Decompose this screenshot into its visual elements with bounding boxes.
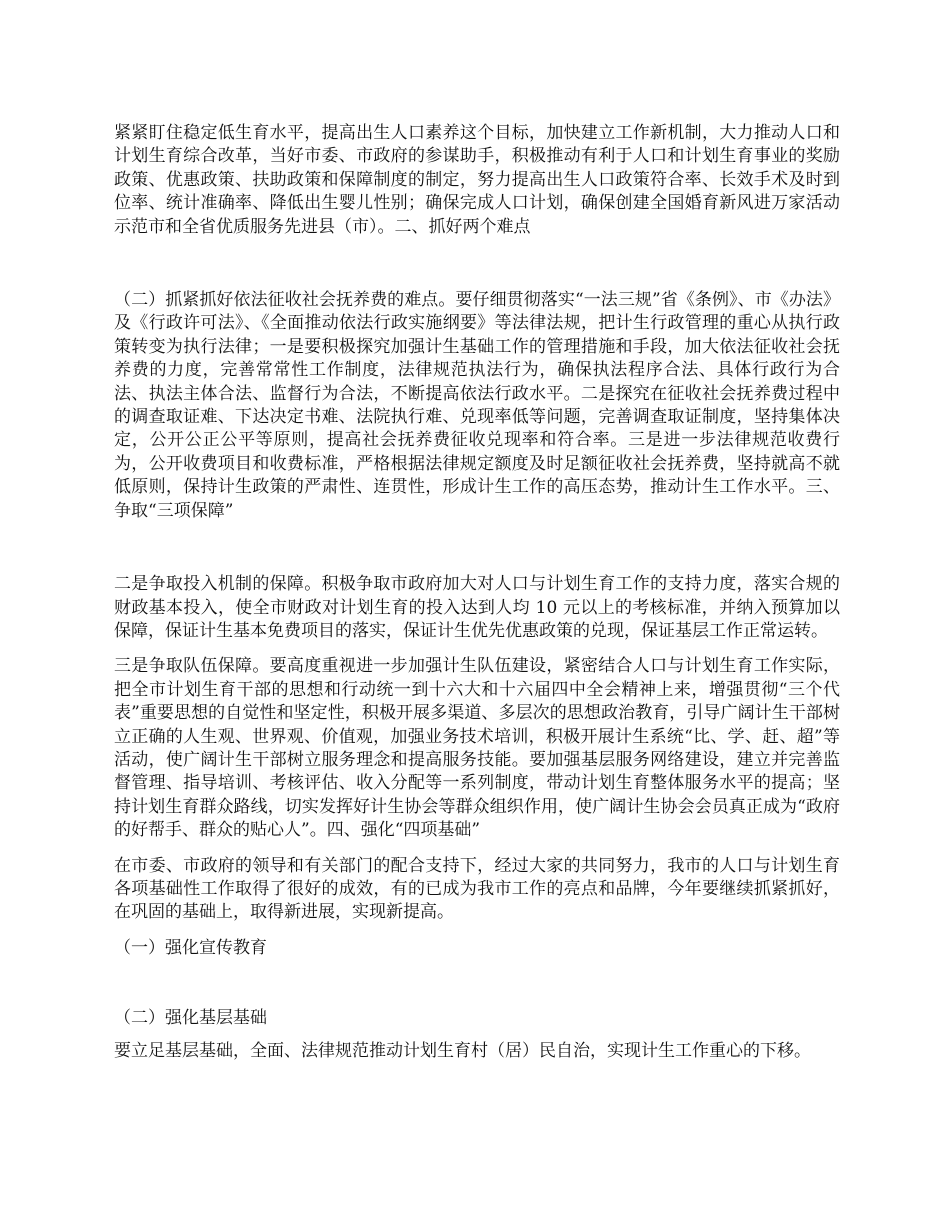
- section-gap: [114, 239, 840, 289]
- paragraph-social-fee: （二）抓紧抓好依法征收社会抚养费的难点。要仔细贯彻落实“一法三规”省《条例》、市《办法》及《行政许可法》、《全面推动依法行政实施纲要》等法律法规，把计生行政管理的重心从执行政策转变为执行法律；一是要积极探究加强计生基础工作的管理措施和手段，加大依法征收社会抚养费的力度，完善常常性工作制度，法律规范执法行为，确保执法程序合法、具体行政行为合法、执法主体合法、监督行为合法，不断提高依法行政水平。二是探究在征收社会抚养费过程中的调查取证难、下达决定书难、法院执行难、兑现率低等问题，完善调查取证制度，坚持集体决定，公开公正公平等原则，提高社会抚养费征收兑现率和符合率。三是进一步法律规范收费行为，公开收费项目和收费标准，严格根据法律规定额度及时足额征收社会抚养费，坚持就高不就低原则，保持计生政策的严肃性、连贯性，形成计生工作的高压态势，推动计生工作水平。三、争取“三项保障”: [114, 290, 840, 521]
- heading-grassroots-foundation: （二）强化基层基础: [114, 1008, 267, 1029]
- paragraph-funding-guarantee: 二是争取投入机制的保障。积极争取市政府加大对人口与计划生育工作的支持力度，落实合规的财政基本投入，使全市财政对计划生育的投入达到人均 10 元以上的考核标准，并纳入预算加以保障，保证计生基本免费项目的落实，保证计生优先优惠政策的兑现，保证基层工作正常运转。: [114, 574, 840, 641]
- paragraph-team-guarantee: 三是争取队伍保障。要高度重视进一步加强计生队伍建设，紧密结合人口与计划生育工作实际，把全市计划生育干部的思想和行动统一到十六大和十六届四中全会精神上来，增强贯彻“三个代表”重要思想的自觉性和坚定性，积极开展多渠道、多层次的思想政治教育，引导广阔计生干部树立正确的人生观、世界观、价值观，加强业务技术培训，积极开展计生系统“比、学、赶、超”等活动，使广阔计生干部树立服务理念和提高服务技能。要加强基层服务网络建设，建立并完善监督管理、指导培训、考核评估、收入分配等一系列制度，带动计划生育整体服务水平的提高；坚持计划生育群众路线，切实发挥好计生协会等群众组织作用，使广阔计生协会会员真正成为“政府的好帮手、群众的贴心人”。四、强化“四项基础”: [114, 656, 840, 841]
- document-body: [114, 122, 840, 1063]
- paragraph-gap: [114, 925, 840, 937]
- paragraph-gap: [114, 1031, 840, 1040]
- paragraph-grassroots: 要立足基层基础，全面、法律规范推动计划生育村（居）民自治，实现计生工作重心的下移。: [114, 1040, 811, 1061]
- paragraph-gap: [114, 843, 840, 855]
- paragraph-goal: 紧紧盯住稳定低生育水平，提高出生人口素养这个目标，加快建立工作新机制，大力推动人口和计划生育综合改革，当好市委、市政府的参谋助手，积极推动有利于人口和计划生育事业的奖励政策、优惠政策、扶助政策和保障制度的制定，努力提高出生人口政策符合率、长效手术及时到位率、统计准确率、降低出生婴儿性别；确保完成人口计划，确保创建全国婚育新风进万家活动示范市和全省优质服务先进县（市）。二、抓好两个难点: [114, 123, 840, 237]
- paragraph-foundation-work: 在市委、市政府的领导和有关部门的配合支持下，经过大家的共同努力，我市的人口与计划生育各项基础性工作取得了很好的成效，有的已成为我市工作的亮点和品牌，今年要继续抓紧抓好，在巩固的基础上，取得新进展，实现新提高。: [114, 855, 840, 923]
- heading-publicity-education: （一）强化宣传教育: [114, 937, 267, 958]
- paragraph-gap: [114, 643, 840, 655]
- section-gap: [114, 523, 840, 573]
- section-gap: [114, 960, 840, 1007]
